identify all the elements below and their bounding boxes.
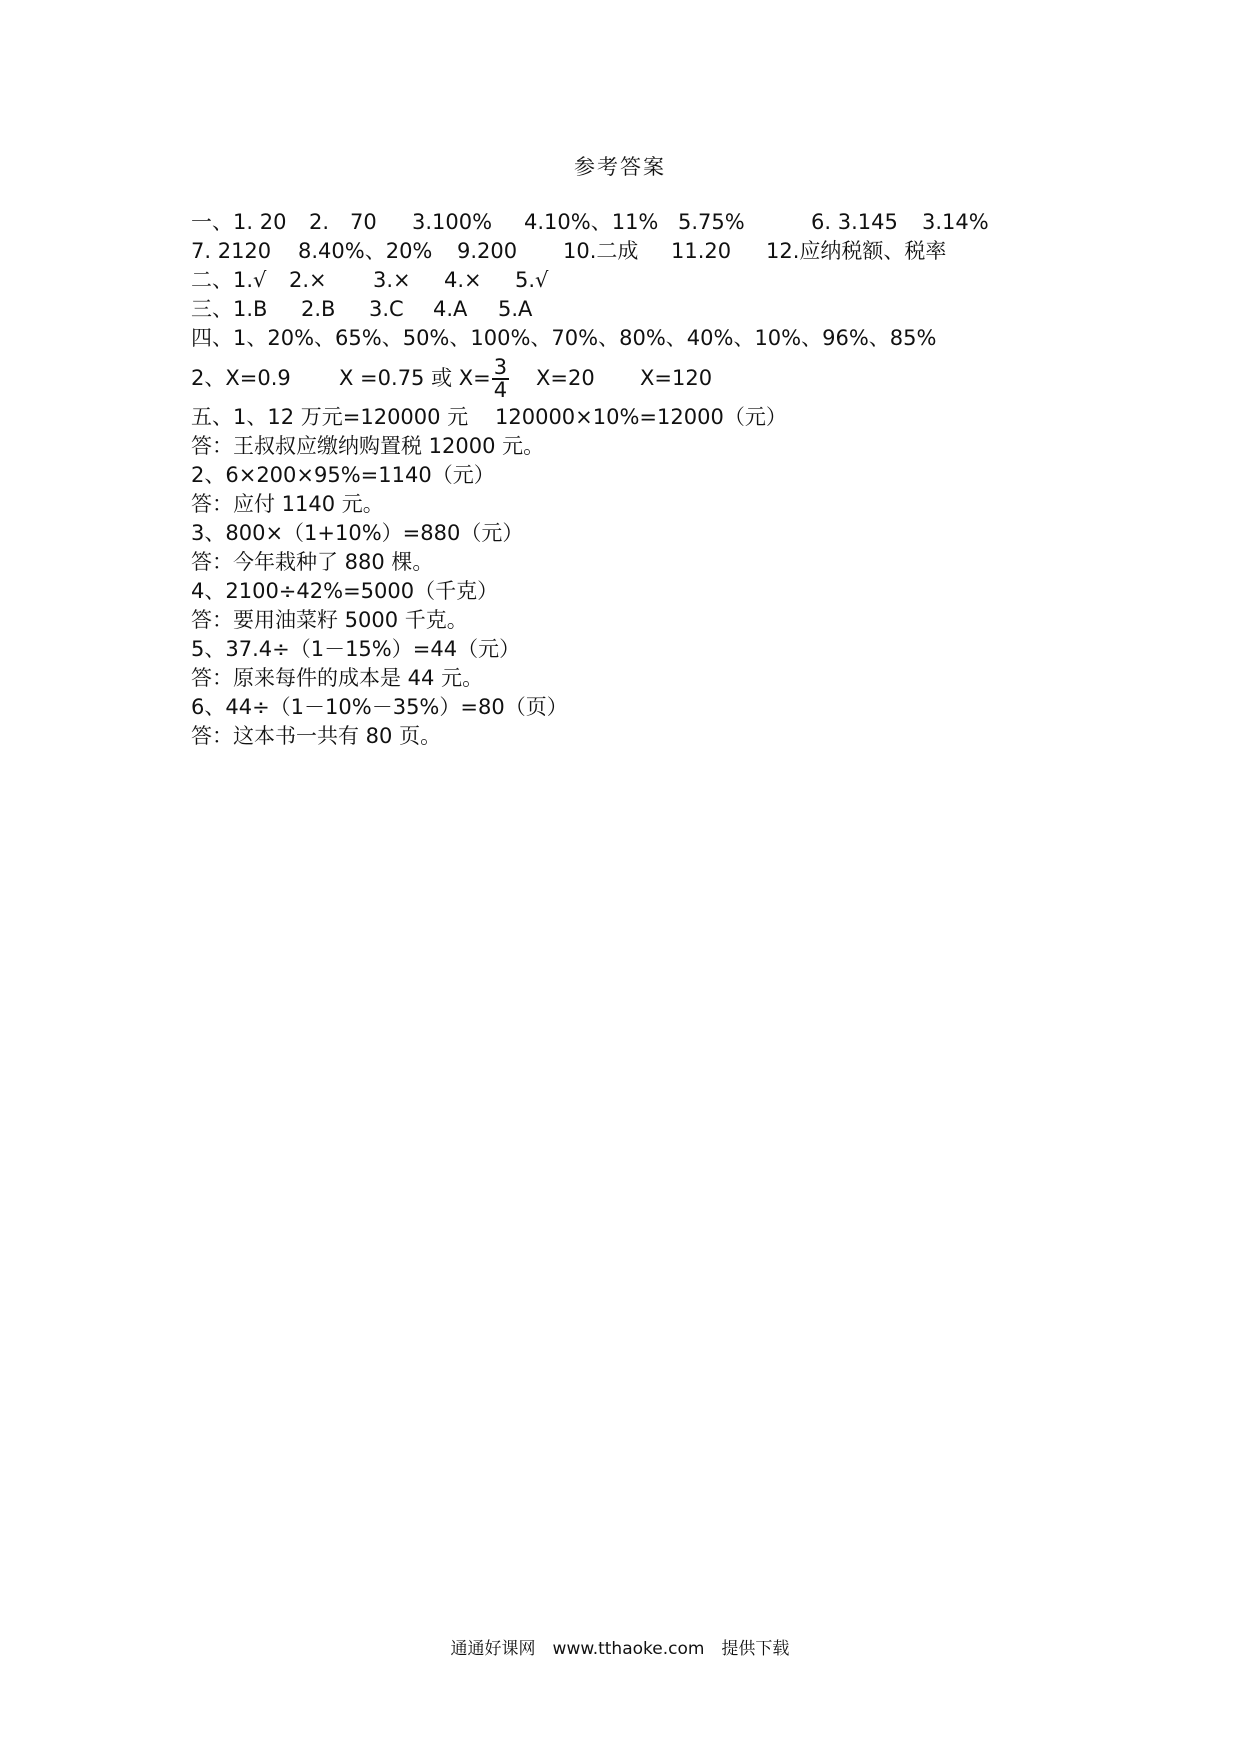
answer-item: 5.A [498,297,533,321]
answer-item: 4.10%、11% [524,210,659,234]
answer-item: 9.200 [457,239,518,263]
answer-item: 3.× [373,268,411,292]
answer-item: 答：这本书一共有 80 页。 [191,724,442,748]
answer-row [191,693,1091,722]
answer-row [191,490,1091,519]
answer-item: 5.√ [515,268,549,292]
answer-item: 6. 3.145 [811,210,898,234]
answer-row [191,237,1091,266]
answer-row [191,432,1091,461]
fraction-denominator: 4 [493,378,508,402]
answer-row [191,635,1091,664]
answer-item: 2.B [301,297,336,321]
answer-item: 2、6×200×95%=1140（元） [191,463,495,487]
answer-item: 11.20 [671,239,732,263]
answer-item: 120000×10%=12000（元） [495,405,787,429]
fraction-numerator: 3 [493,355,508,379]
answer-item-with-fraction [339,353,509,403]
answer-item: 答：要用油菜籽 5000 千克。 [191,608,468,632]
answer-row [191,324,1091,353]
answer-item: 五、1、12 万元=120000 元 [191,405,469,429]
answer-item: 6、44÷（1－10%－35%）=80（页） [191,695,568,719]
answer-item: 答：王叔叔应缴纳购置税 12000 元。 [191,434,545,458]
answer-item: 12.应纳税额、税率 [766,239,947,263]
answer-row [191,461,1091,490]
answer-row [191,266,1091,295]
answer-row [191,664,1091,693]
answer-item: 4.× [444,268,482,292]
answer-item: 2. 70 [309,210,377,234]
answer-row [191,577,1091,606]
answer-item: X=120 [640,366,713,390]
answer-item: 四、1、20%、65%、50%、100%、70%、80%、40%、10%、96%、85% [191,326,937,350]
answer-item: 7. 2120 [191,239,272,263]
answer-key [191,208,1091,751]
answer-item: 2.× [289,268,327,292]
answer-row [191,208,1091,237]
answer-item: 2、X=0.9 [191,366,291,390]
answer-item: X =0.75 或 X= [339,366,491,390]
answer-row [191,295,1091,324]
answer-row [191,722,1091,751]
answer-item: 一、1. 20 [191,210,287,234]
answer-item: 4.A [433,297,468,321]
footer-text: 通通好课网 www.tthaoke.com 提供下载 [450,1639,790,1659]
fraction [492,357,509,401]
answer-row [191,403,1091,432]
answer-item: 答：今年栽种了 880 棵。 [191,550,434,574]
answer-item: 答：应付 1140 元。 [191,492,384,516]
answer-item: 8.40%、20% [298,239,433,263]
answer-row [191,606,1091,635]
answer-row [191,519,1091,548]
answer-item: X=20 [536,366,595,390]
answer-item: 三、1.B [191,297,268,321]
answer-item: 3.C [369,297,404,321]
answer-row [191,353,1091,403]
answer-item: 答：原来每件的成本是 44 元。 [191,666,484,690]
answer-item: 3.100% [412,210,493,234]
answer-item: 3、800×（1+10%）=880（元） [191,521,524,545]
page-title: 参考答案 [574,155,666,179]
answer-item: 4、2100÷42%=5000（千克） [191,579,499,603]
answer-item: 3.14% [922,210,989,234]
answer-item: 5、37.4÷（1－15%）=44（元） [191,637,521,661]
answer-item: 二、1.√ [191,268,267,292]
answer-item: 5.75% [678,210,745,234]
answer-row [191,548,1091,577]
answer-item: 10.二成 [563,239,639,263]
